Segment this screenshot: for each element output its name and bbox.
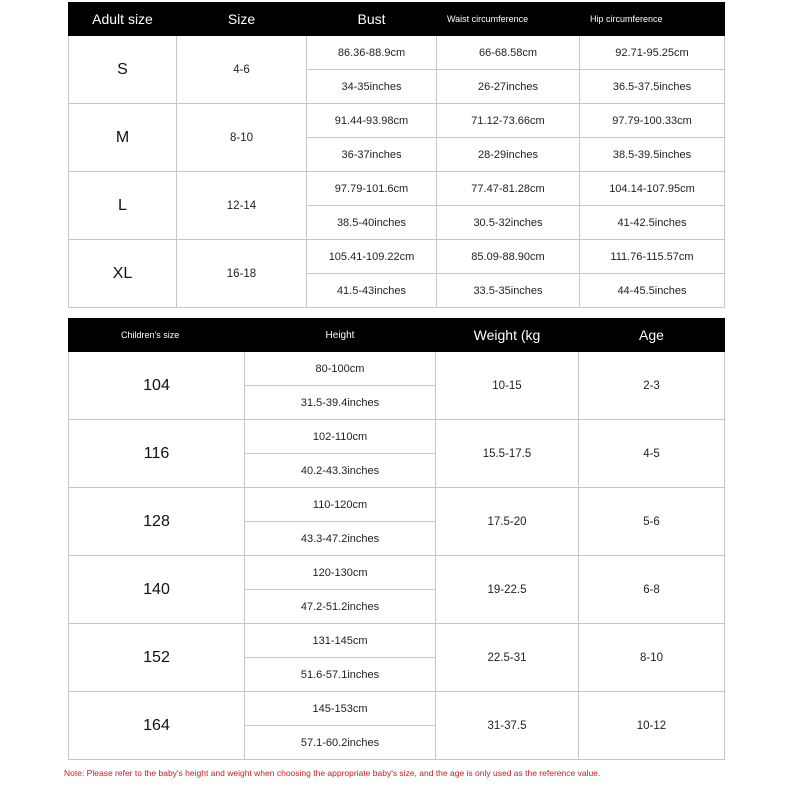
bust-cm: 91.44-93.98cm (307, 104, 437, 138)
table-row (69, 488, 725, 522)
bust-inches: 36-37inches (307, 138, 437, 172)
height-cm: 80-100cm (245, 352, 436, 386)
hip-inches: 44-45.5inches (580, 274, 725, 308)
bust-header: Bust (307, 3, 437, 36)
waist-inches: 33.5-35inches (437, 274, 580, 308)
adult-header-row (69, 3, 725, 36)
table-row (69, 36, 725, 70)
height-inches: 43.3-47.2inches (245, 522, 436, 556)
weight-range: 19-22.5 (436, 556, 579, 624)
bust-inches: 38.5-40inches (307, 206, 437, 240)
size-range: 16-18 (177, 240, 307, 308)
children-size-header: Children's size (69, 319, 245, 352)
hip-cm: 97.79-100.33cm (580, 104, 725, 138)
adult-size-label: XL (69, 240, 177, 308)
children-size-table (68, 318, 725, 760)
waist-cm: 85.09-88.90cm (437, 240, 580, 274)
height-inches: 57.1-60.2inches (245, 726, 436, 760)
height-cm: 131-145cm (245, 624, 436, 658)
children-size-label: 104 (69, 352, 245, 420)
waist-inches: 26-27inches (437, 70, 580, 104)
table-row (69, 104, 725, 138)
adult-size-label: M (69, 104, 177, 172)
height-cm: 145-153cm (245, 692, 436, 726)
bust-inches: 34-35inches (307, 70, 437, 104)
adult-rows (69, 36, 725, 308)
children-size-label: 128 (69, 488, 245, 556)
table-row (69, 352, 725, 386)
waist-inches: 28-29inches (437, 138, 580, 172)
table-row (69, 240, 725, 274)
height-header: Height (245, 319, 436, 352)
size-range: 12-14 (177, 172, 307, 240)
height-inches: 40.2-43.3inches (245, 454, 436, 488)
height-cm: 110-120cm (245, 488, 436, 522)
hip-inches: 41-42.5inches (580, 206, 725, 240)
adult-size-table (68, 2, 725, 308)
hip-cm: 92.71-95.25cm (580, 36, 725, 70)
children-size-label: 164 (69, 692, 245, 760)
age-range: 8-10 (579, 624, 725, 692)
age-range: 2-3 (579, 352, 725, 420)
age-range: 6-8 (579, 556, 725, 624)
table-row (69, 624, 725, 658)
children-rows (69, 352, 725, 760)
table-row (69, 556, 725, 590)
size-header: Size (177, 3, 307, 36)
bust-cm: 97.79-101.6cm (307, 172, 437, 206)
children-header-row (69, 319, 725, 352)
height-cm: 120-130cm (245, 556, 436, 590)
weight-range: 15.5-17.5 (436, 420, 579, 488)
age-range: 5-6 (579, 488, 725, 556)
height-cm: 102-110cm (245, 420, 436, 454)
children-size-label: 116 (69, 420, 245, 488)
hip-inches: 36.5-37.5inches (580, 70, 725, 104)
age-range: 4-5 (579, 420, 725, 488)
size-range: 8-10 (177, 104, 307, 172)
waist-cm: 71.12-73.66cm (437, 104, 580, 138)
waist-inches: 30.5-32inches (437, 206, 580, 240)
weight-range: 22.5-31 (436, 624, 579, 692)
table-row (69, 692, 725, 726)
bust-inches: 41.5-43inches (307, 274, 437, 308)
hip-inches: 38.5-39.5inches (580, 138, 725, 172)
bust-cm: 86.36-88.9cm (307, 36, 437, 70)
size-range: 4-6 (177, 36, 307, 104)
hip-header: Hip circumference (580, 3, 725, 36)
children-size-label: 140 (69, 556, 245, 624)
waist-cm: 66-68.58cm (437, 36, 580, 70)
children-size-label: 152 (69, 624, 245, 692)
reference-note: Note: Please refer to the baby's height and weight when choosing the appropriate baby's size, and the age is only used as the reference value. (64, 768, 601, 778)
waist-header: Waist circumference (437, 3, 580, 36)
adult-size-label: L (69, 172, 177, 240)
table-row (69, 172, 725, 206)
weight-range: 10-15 (436, 352, 579, 420)
age-range: 10-12 (579, 692, 725, 760)
weight-range: 17.5-20 (436, 488, 579, 556)
age-header: Age (579, 319, 725, 352)
hip-cm: 111.76-115.57cm (580, 240, 725, 274)
height-inches: 47.2-51.2inches (245, 590, 436, 624)
adult-size-header: Adult size (69, 3, 177, 36)
bust-cm: 105.41-109.22cm (307, 240, 437, 274)
height-inches: 31.5-39.4inches (245, 386, 436, 420)
adult-size-label: S (69, 36, 177, 104)
hip-cm: 104.14-107.95cm (580, 172, 725, 206)
weight-header: Weight (kg (436, 319, 579, 352)
table-row (69, 420, 725, 454)
height-inches: 51.6-57.1inches (245, 658, 436, 692)
waist-cm: 77.47-81.28cm (437, 172, 580, 206)
weight-range: 31-37.5 (436, 692, 579, 760)
